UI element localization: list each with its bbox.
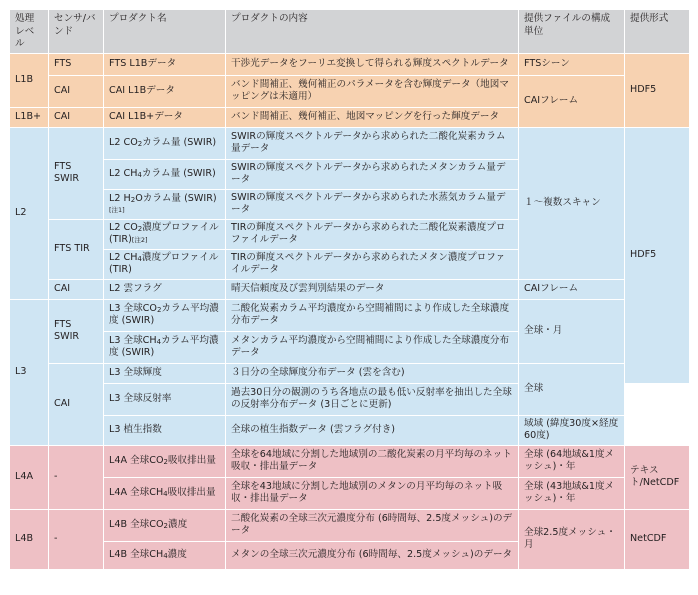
unit-cell: 全球2.5度メッシュ・月 [519, 509, 625, 569]
content-cell: 二酸化炭素の全球三次元濃度分布 (6時間毎、2.5度メッシュ)のデータ [226, 509, 519, 541]
unit-cell: FTSシーン [519, 53, 625, 75]
product-cell: L2 $CO_2$濃度プロファイル (TIR)[注2] [104, 219, 226, 249]
sensor-cell: FTS SWIR [49, 127, 104, 219]
product-cell: L3 全球反射率 [104, 383, 226, 415]
content-cell: 全球を43地域に分割した地域別のメタンの月平均毎のネット吸収・排出量データ [226, 477, 519, 509]
product-cell: L4A 全球$CO_2$吸収排出量 [104, 445, 226, 477]
content-cell: ３日分の全球輝度分布データ (雲を含む) [226, 363, 519, 383]
content-cell: SWIRの輝度スペクトルデータから求められた二酸化炭素カラム量データ [226, 127, 519, 159]
product-cell: L2 $CH_4$濃度プロファイル (TIR) [104, 249, 226, 279]
unit-cell: 全球・月 [519, 299, 625, 363]
sensor-cell: FTS [49, 53, 104, 75]
table-row [10, 127, 690, 159]
sensor-cell: CAI [49, 75, 104, 107]
unit-cell: 全球 [519, 363, 625, 415]
sensor-cell: CAI [49, 363, 104, 445]
unit-cell: １～複数スキャン [519, 127, 625, 279]
product-cell: L3 全球$CO_2$カラム平均濃度 (SWIR) [104, 299, 226, 331]
unit-cell: CAIフレーム [519, 75, 625, 127]
table-row [10, 363, 690, 383]
content-cell: 全球を64地域に分割した地域別の二酸化炭素の月平均毎のネット吸収・排出量データ [226, 445, 519, 477]
table-row [10, 477, 690, 509]
product-cell: FTS L1Bデータ [104, 53, 226, 75]
content-cell: メタンカラム平均濃度から空間補間により作成した全球濃度分布データ [226, 331, 519, 363]
content-cell: 干渉光データをフーリエ変換して得られる輝度スペクトルデータ [226, 53, 519, 75]
content-cell: 過去30日分の観測のうち各地点の最も低い反射率を抽出した全球の反射率分布データ (3日ごとに更新) [226, 383, 519, 415]
table-row [10, 445, 690, 477]
header-unit: 提供ファイルの構成単位 [519, 10, 625, 54]
content-cell: バンド間補正、幾何補正のパラメータを含む輝度データ（地図マッピングは未適用） [226, 75, 519, 107]
content-cell: バンド間補正、幾何補正、地図マッピングを行った輝度データ [226, 107, 519, 127]
product-cell: L4B 全球$CO_2$濃度 [104, 509, 226, 541]
table-row [10, 299, 690, 331]
sensor-cell: FTS TIR [49, 219, 104, 279]
table-row [10, 509, 690, 541]
format-cell: テキスト/NetCDF [625, 445, 690, 509]
table-row [10, 415, 690, 445]
table-header-row [10, 10, 690, 54]
sensor-cell: - [49, 509, 104, 569]
product-cell: L4B 全球$CH_4$濃度 [104, 541, 226, 569]
product-cell: L2 雲フラグ [104, 279, 226, 299]
content-cell: メタンの全球三次元濃度分布 (6時間毎、2.5度メッシュ)のデータ [226, 541, 519, 569]
product-table [9, 9, 690, 570]
level-cell: L4B [10, 509, 49, 569]
level-cell: L2 [10, 127, 49, 299]
product-cell: L2 $CO_2$カラム量 (SWIR) [104, 127, 226, 159]
unit-cell: CAIフレーム [519, 279, 625, 299]
sensor-cell: CAI [49, 279, 104, 299]
product-cell: L4A 全球$CH_4$吸収排出量 [104, 477, 226, 509]
table-row [10, 279, 690, 299]
unit-cell: 域域 (緯度30度×経度60度) [519, 415, 625, 445]
sensor-cell: - [49, 445, 104, 509]
content-cell: TIRの輝度スペクトルデータから求められた二酸化炭素濃度プロファイルデータ [226, 219, 519, 249]
product-cell: CAI L1Bデータ [104, 75, 226, 107]
format-cell: NetCDF [625, 509, 690, 569]
content-cell: SWIRの輝度スペクトルデータから求められたメタンカラム量データ [226, 159, 519, 189]
content-cell: 晴天信頼度及び雲判別結果のデータ [226, 279, 519, 299]
level-cell: L1B [10, 53, 49, 107]
header-sensor: センサ/バンド [49, 10, 104, 54]
header-product: プロダクト名 [104, 10, 226, 54]
format-cell: HDF5 [625, 127, 690, 383]
unit-cell: 全球 (64地域&1度メッシュ)・年 [519, 445, 625, 477]
product-cell: CAI L1B+データ [104, 107, 226, 127]
content-cell: SWIRの輝度スペクトルデータから求められた水蒸気カラム量データ [226, 189, 519, 219]
sensor-cell: FTS SWIR [49, 299, 104, 363]
level-cell: L3 [10, 299, 49, 445]
level-cell: L1B+ [10, 107, 49, 127]
table-row [10, 75, 690, 107]
header-content: プロダクトの内容 [226, 10, 519, 54]
product-cell: L3 全球輝度 [104, 363, 226, 383]
content-cell: 全球の植生指数データ (雲フラグ付き) [226, 415, 519, 445]
content-cell: TIRの輝度スペクトルデータから求められたメタン濃度プロファイルデータ [226, 249, 519, 279]
product-cell: L3 全球$CH_4$カラム平均濃度 (SWIR) [104, 331, 226, 363]
footnote-marker: [注1] [109, 205, 125, 214]
product-table-container [9, 9, 690, 570]
product-cell: L3 植生指数 [104, 415, 226, 445]
footnote-marker: [注2] [131, 236, 148, 244]
sensor-cell: CAI [49, 107, 104, 127]
header-format: 提供形式 [625, 10, 690, 54]
content-cell: 二酸化炭素カラム平均濃度から空間補間により作成した全球濃度分布データ [226, 299, 519, 331]
product-cell: L2 $H_2O$カラム量 (SWIR) [注1] [104, 189, 226, 219]
format-cell: HDF5 [625, 53, 690, 127]
table-row [10, 53, 690, 75]
unit-cell: 全球 (43地域&1度メッシュ)・年 [519, 477, 625, 509]
product-cell: L2 $CH_4$カラム量 (SWIR) [104, 159, 226, 189]
header-level: 処理レベル [10, 10, 49, 54]
level-cell: L4A [10, 445, 49, 509]
